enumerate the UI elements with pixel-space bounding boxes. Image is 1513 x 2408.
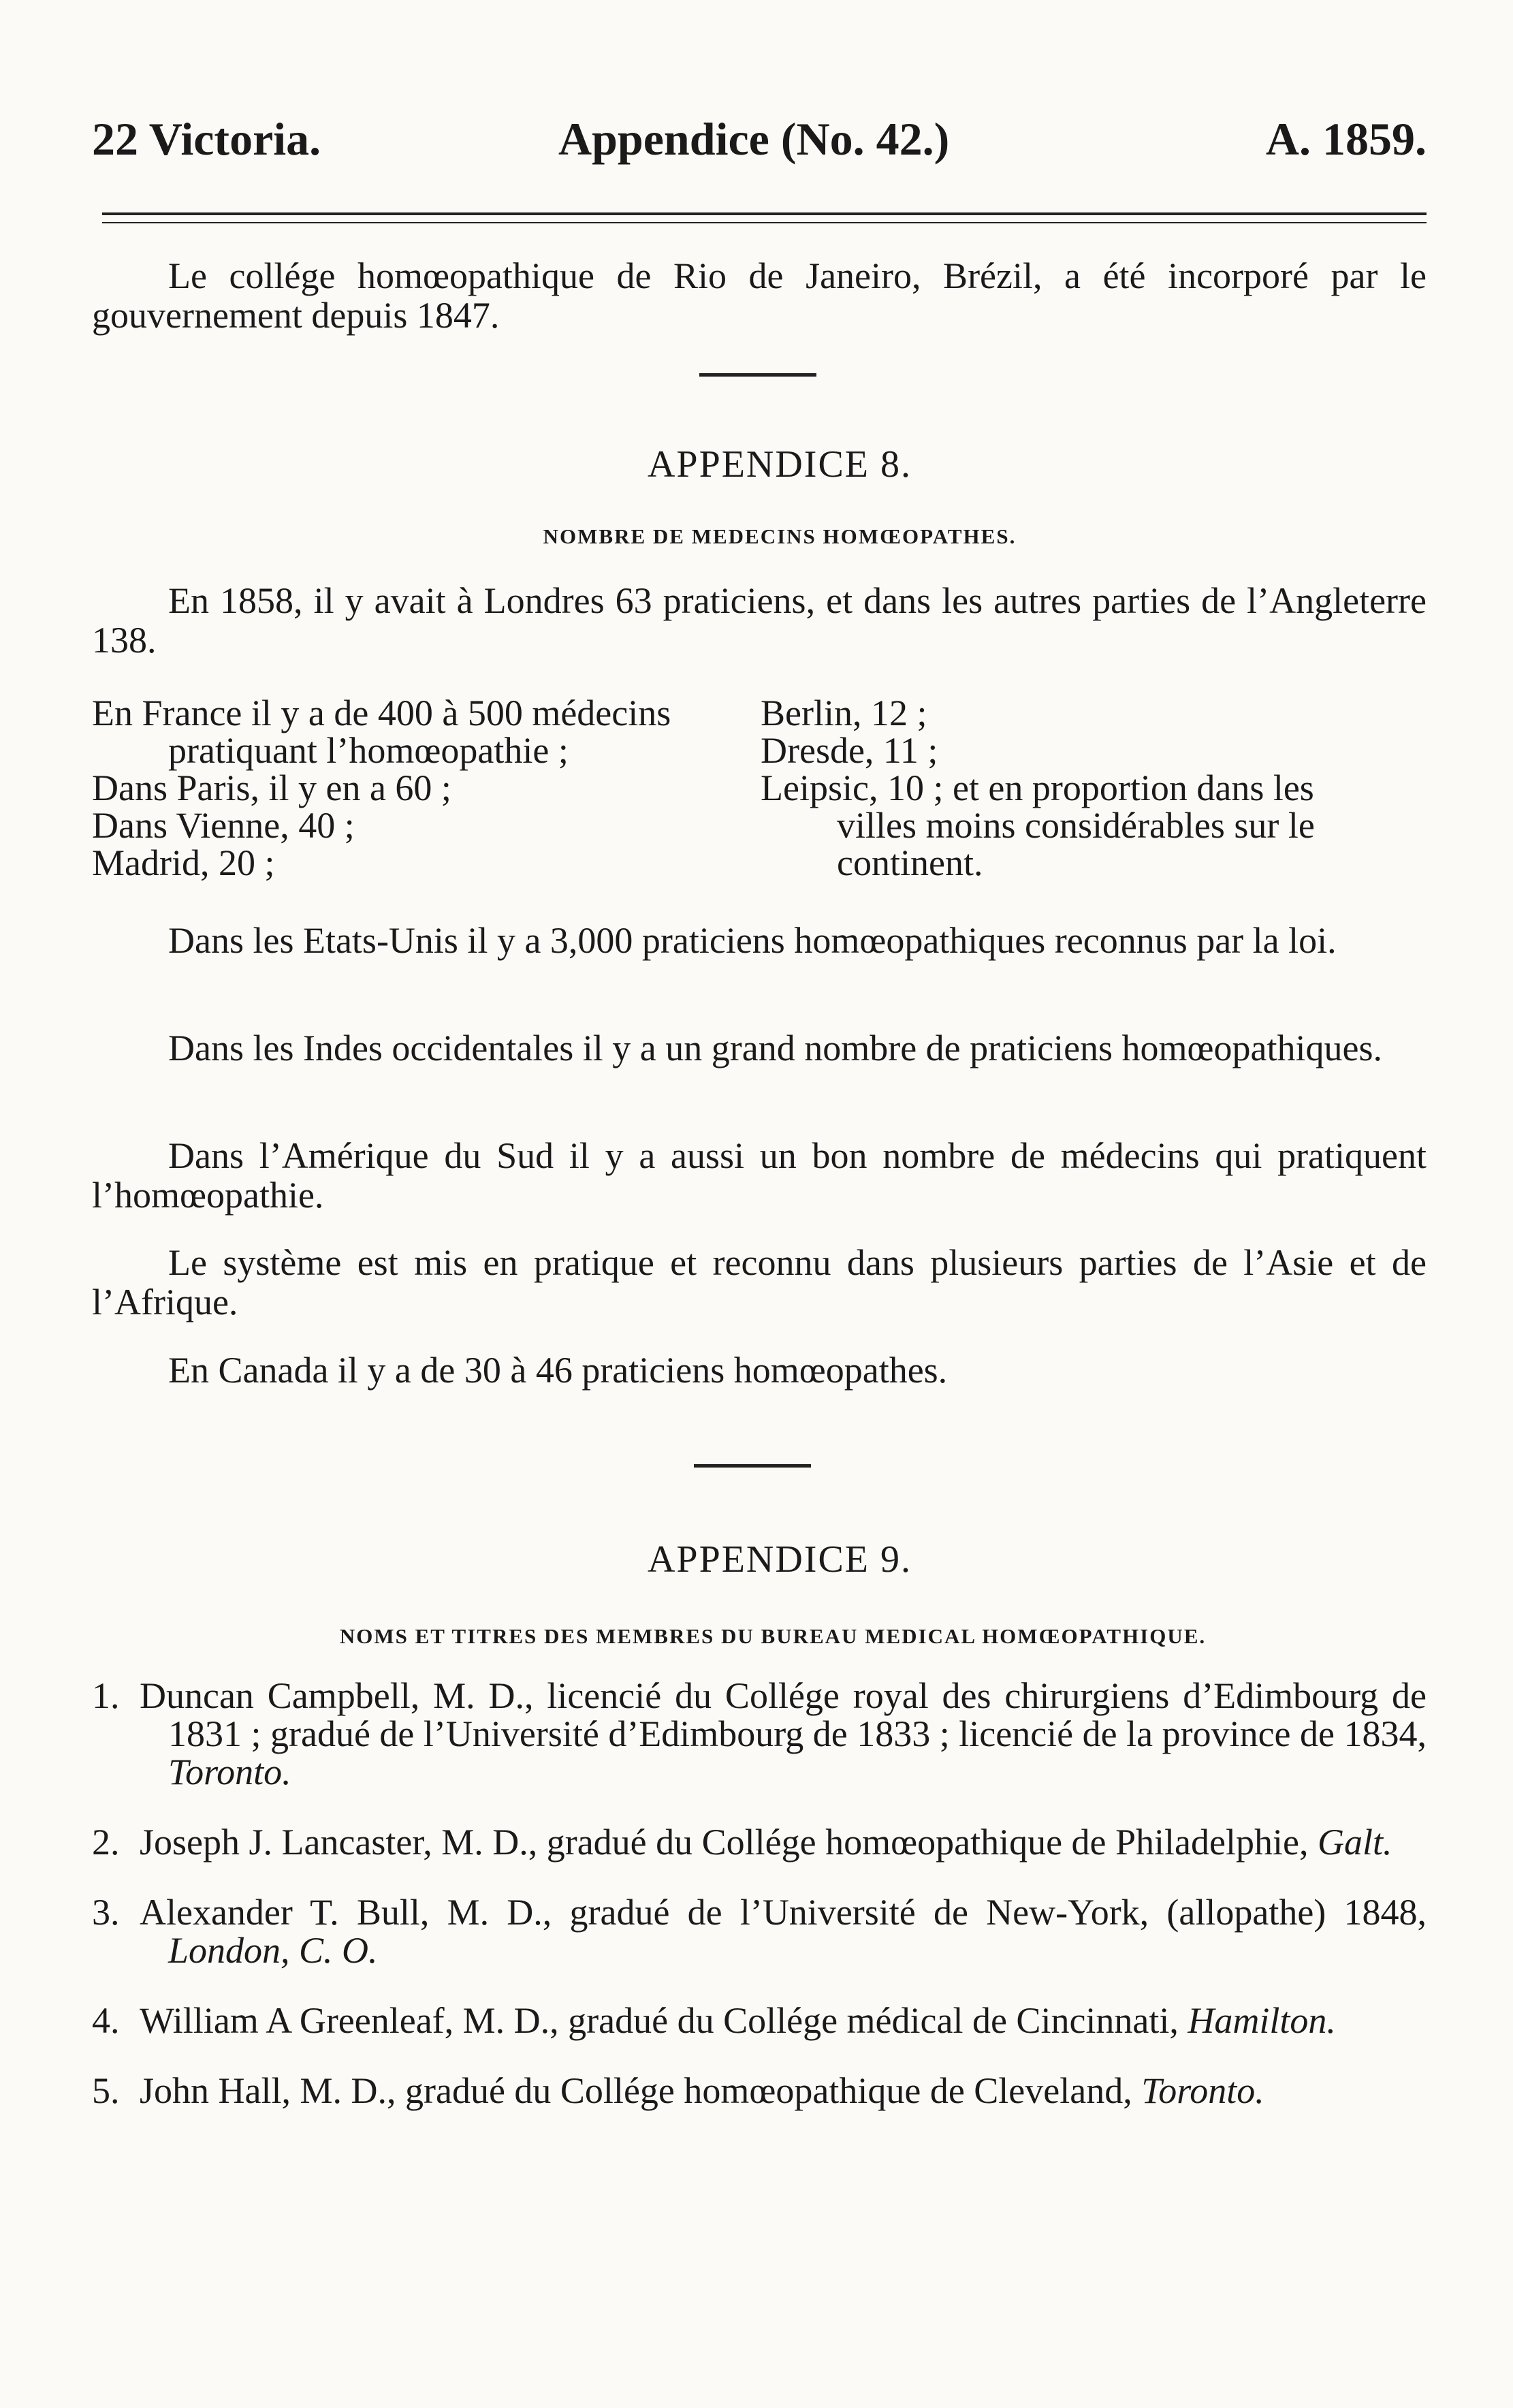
member-number: 4. — [92, 2000, 120, 2041]
member-number: 2. — [92, 1822, 120, 1863]
running-head — [92, 112, 1427, 167]
appendix-8-subheading: NOMBRE DE MEDECINS HOMŒOPATHES. — [543, 524, 1017, 548]
header-double-rule — [102, 212, 1427, 223]
member-place: Toronto. — [1141, 2070, 1264, 2111]
list-item — [92, 1893, 1427, 1969]
running-head-year: A. 1859. — [1265, 113, 1427, 165]
appendix-9-subheading: NOMS ET TITRES DES MEMBRES DU BUREAU MEDICAL HOMŒOPATHIQUE. — [339, 1624, 1207, 1648]
south-america-paragraph: Dans l’Amérique du Sud il y a aussi un bon nombre de médecins qui pratiquent l’homœopathie. — [92, 1135, 1427, 1216]
column-line: Madrid, 20 ; — [92, 842, 275, 883]
member-description: Joseph J. Lancaster, M. D., gradué du Collége homœopathique de Philadelphie, — [140, 1822, 1318, 1863]
canada-paragraph: En Canada il y a de 30 à 46 praticiens homœopathes. — [168, 1350, 948, 1391]
united-states-paragraph: Dans les Etats-Unis il y a 3,000 praticiens homœopathiques reconnus par la loi. — [168, 920, 1337, 961]
running-head-regnal-year: 22 Victoria. — [92, 113, 321, 165]
member-description: Alexander T. Bull, M. D., gradué de l’Université de New-York, (allopathe) 1848, — [140, 1892, 1427, 1933]
board-members-list — [92, 1677, 1427, 2142]
section-divider — [694, 1464, 811, 1468]
member-place: Galt. — [1317, 1822, 1392, 1863]
section-divider — [699, 373, 816, 377]
member-description: William A Greenleaf, M. D., gradué du Collége médical de Cincinnati, — [140, 2000, 1188, 2041]
column-line: Dans Paris, il y en a 60 ; — [92, 767, 451, 808]
intro-paragraph: Le collége homœopathique de Rio de Janeiro, Brézil, a été incorporé par le gouvernement depuis 1847. — [92, 255, 1427, 336]
city-counts-left-column — [92, 695, 773, 882]
member-number: 3. — [92, 1892, 120, 1933]
column-line: pratiquant l’homœopathie ; — [168, 730, 569, 771]
member-description: John Hall, M. D., gradué du Collége homœopathique de Cleveland, — [140, 2070, 1142, 2111]
list-item — [92, 2001, 1427, 2040]
member-number: 1. — [92, 1675, 120, 1716]
member-description: Duncan Campbell, M. D., licencié du Collége royal des chirurgiens d’Edimbourg de 1831 ; gradué de l’Université d’Edimbourg de 1833 ; licencié de la province de 1834, — [140, 1675, 1427, 1754]
appendix-9-heading: APPENDICE 9. — [647, 1538, 912, 1581]
column-line: Dresde, 11 ; — [761, 730, 938, 771]
west-indies-paragraph: Dans les Indes occidentales il y a un grand nombre de praticiens homœopathiques. — [168, 1028, 1383, 1068]
column-line: villes moins considérables sur le — [837, 805, 1315, 846]
london-paragraph: En 1858, il y avait à Londres 63 praticiens, et dans les autres parties de l’Angleterre 138. — [92, 580, 1427, 661]
column-line: continent. — [837, 842, 983, 883]
member-place: London, C. O. — [168, 1930, 378, 1971]
column-line: Dans Vienne, 40 ; — [92, 805, 355, 846]
member-place: Toronto. — [168, 1752, 291, 1792]
running-head-appendix-number: Appendice (No. 42.) — [558, 113, 950, 165]
asia-africa-paragraph: Le système est mis en pratique et reconnu dans plusieurs parties de l’Asie et de l’Afrique. — [92, 1242, 1427, 1322]
city-counts-right-column — [761, 695, 1427, 882]
member-number: 5. — [92, 2070, 120, 2111]
column-line: Leipsic, 10 ; et en proportion dans les — [761, 767, 1314, 808]
list-item — [92, 1677, 1427, 1791]
member-place: Hamilton. — [1188, 2000, 1336, 2041]
column-line: En France il y a de 400 à 500 médecins — [92, 693, 671, 733]
list-item — [92, 1823, 1427, 1861]
column-line: Berlin, 12 ; — [761, 693, 927, 733]
appendix-8-heading: APPENDICE 8. — [647, 443, 912, 486]
list-item — [92, 2072, 1427, 2110]
